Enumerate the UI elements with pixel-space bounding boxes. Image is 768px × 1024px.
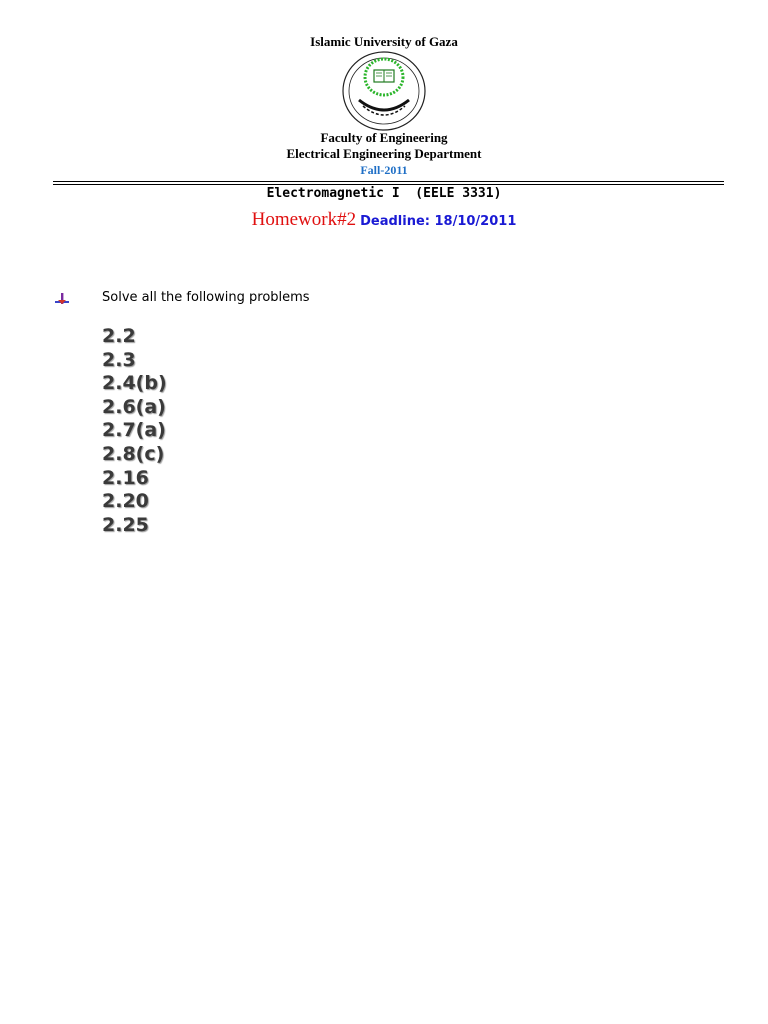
assignment-heading — [0, 209, 768, 231]
problem-item: 2.20 — [102, 490, 149, 513]
faculty-name: Faculty of Engineering — [320, 130, 448, 145]
homework-title: Homework#2 — [251, 209, 357, 230]
course-title: Electromagnetic I (EELE 3331) — [266, 186, 502, 201]
problem-item: 2.16 — [102, 466, 149, 489]
department-name: Electrical Engineering Department — [286, 146, 482, 161]
problem-list — [102, 325, 167, 537]
term-label: Fall-2011 — [360, 163, 408, 177]
problem-item: 2.2 — [102, 325, 136, 347]
problem-item: 2.3 — [102, 348, 136, 371]
problem-item: 2.6(a) — [102, 395, 166, 418]
problem-item: 2.25 — [102, 513, 149, 536]
university-seal-logo — [341, 50, 427, 132]
divider-rule — [53, 181, 724, 182]
divider-rule-secondary — [53, 184, 724, 185]
deadline-label: Deadline: 18/10/2011 — [360, 214, 517, 229]
problem-item: 2.7(a) — [102, 419, 166, 442]
university-name: Islamic University of Gaza — [310, 34, 458, 49]
problem-item: 2.8(c) — [102, 442, 165, 465]
bullet-arrow-icon — [55, 292, 69, 306]
instruction-text: Solve all the following problems — [102, 290, 310, 305]
problem-item: 2.4(b) — [102, 372, 167, 395]
